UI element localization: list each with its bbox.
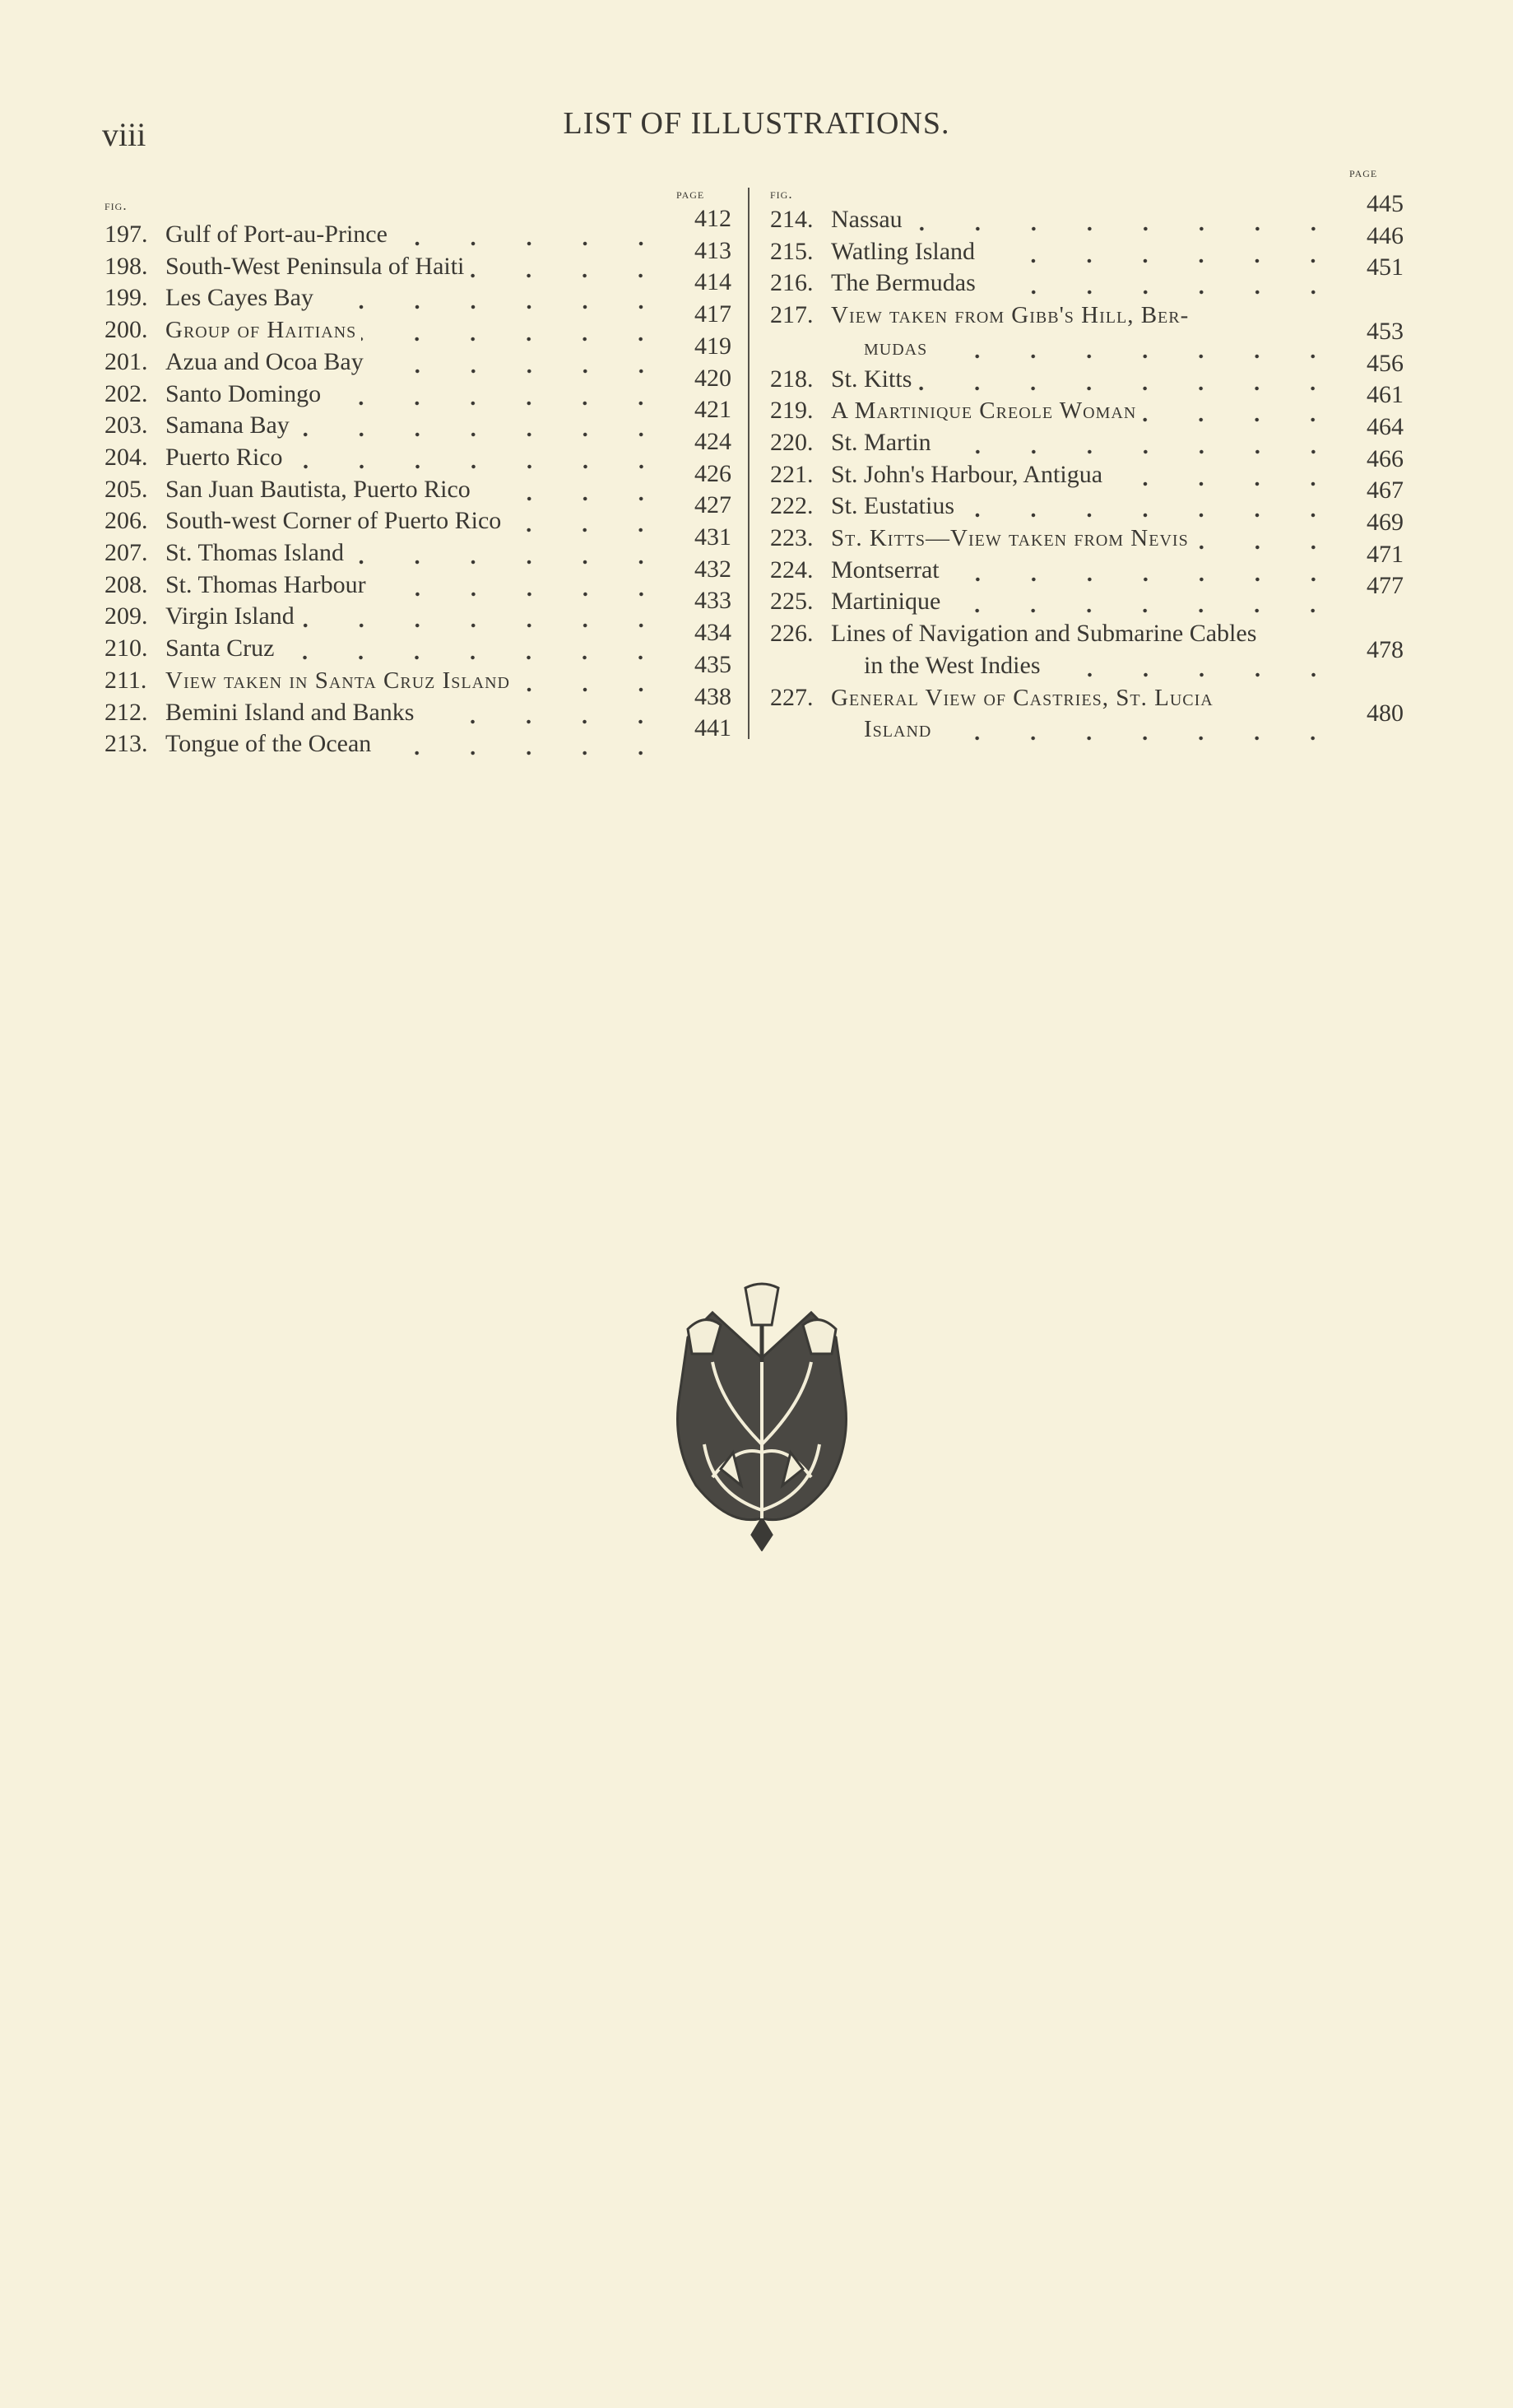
list-item [104,300,731,346]
figure-title: St. Kitts—View taken from Nevis [831,525,1189,551]
list-item [770,349,1404,395]
page-number: 451 [1367,253,1404,281]
figure-number: 206. [104,507,148,535]
figure-number: 214. [770,206,814,233]
dot-leader [469,251,669,282]
list-item [104,491,731,537]
dot-leader [936,714,1341,745]
list-item [770,221,1404,267]
page-number: 477 [1367,572,1404,600]
dot-leader [506,505,669,537]
figure-title: St. Eustatius [831,492,955,520]
page-number: 464 [1367,412,1404,440]
page-number: 478 [1367,635,1404,663]
page-number: 414 [694,268,731,296]
column-divider [748,188,750,739]
figure-title: Santa Cruz [165,635,275,662]
figure-title: Bemini Island and Banks [165,698,415,726]
dot-leader [515,665,669,696]
dot-leader [349,537,669,569]
figure-title: Lines of Navigation and Submarine Cables [831,620,1257,648]
list-item [104,650,731,696]
figure-title: General View of Castries, St. Lucia [831,684,1214,711]
page-number: 426 [694,459,731,487]
dot-leader [936,427,1341,458]
figure-number: 215. [770,237,814,265]
figure-title: San Juan Bautista, Puerto Rico [165,475,471,503]
page-title: LIST OF ILLUSTRATIONS. [563,106,950,141]
figure-title: Nassau [831,206,903,233]
figure-title-continuation: in the West Indies [864,651,1041,679]
figure-number: 225. [770,588,814,616]
page-number: 446 [1367,221,1404,249]
figure-number: 212. [104,698,148,726]
dot-leader [907,204,1341,235]
list-item [104,587,731,632]
dot-leader [288,442,670,473]
dot-leader [959,490,1341,522]
floral-ornament-icon [663,1280,861,1551]
figure-number: 201. [104,347,148,375]
dot-leader [326,379,669,410]
list-item [770,444,1404,490]
figure-number-spacer [770,650,831,681]
page-number: 419 [694,332,731,360]
dot-leader [944,555,1341,586]
figure-number-spacer [770,332,831,363]
figure-number: 217. [770,301,814,329]
figure-number: 220. [770,428,814,456]
list-item [104,682,731,728]
page-number: 438 [694,682,731,710]
page-number: 461 [1367,381,1404,409]
dot-leader [932,332,1341,363]
figure-number: 207. [104,539,148,566]
figure-title: Puerto Rico [165,443,283,471]
figure-title: Santo Domingo [165,379,322,407]
list-item [104,236,731,282]
figure-title: A Martinique Creole Woman [831,397,1137,425]
figure-number: 222. [770,492,814,520]
figure-number: 226. [770,620,814,648]
page-column-label: page [1349,165,1378,180]
figure-number: 198. [104,252,148,280]
figure-number: 219. [770,397,814,425]
list-item-continuation [770,317,1404,363]
figure-title: Azua and Ocoa Bay [165,347,364,375]
dot-leader [945,586,1341,617]
dot-leader [917,364,1341,395]
figure-title: St. Thomas Island [165,539,344,566]
list-item [104,555,731,601]
page-number: 435 [694,650,731,678]
page-number: 453 [1367,317,1404,345]
list-item [104,459,731,505]
list-item [104,364,731,410]
figure-number: 205. [104,475,148,503]
dot-leader [476,474,669,505]
page-number: 413 [694,236,731,264]
figure-number-spacer [770,714,831,745]
page-number: 467 [1367,476,1404,504]
page-number: 466 [1367,444,1404,472]
figure-title: Group of Haitians [165,317,357,344]
figure-number: 209. [104,602,148,630]
figure-number: 208. [104,570,148,598]
list-item [770,618,1404,649]
page-number: 427 [694,491,731,519]
list-item [104,396,731,441]
dot-leader [981,267,1341,299]
list-item [770,412,1404,458]
page-number: 424 [694,427,731,455]
page-number: 434 [694,619,731,647]
figure-title: St. Thomas Harbour [165,570,366,598]
page-number: 471 [1367,540,1404,568]
dot-leader [1141,395,1341,426]
list-item [104,427,731,473]
page-number: 445 [1367,190,1404,217]
figure-number: 221. [770,460,814,488]
figure-title: South-west Corner of Puerto Rico [165,507,502,535]
figure-title: South-West Peninsula of Haiti [165,252,465,280]
page-number: viii [102,116,146,153]
figure-number: 216. [770,269,814,297]
figure-title: Les Cayes Bay [165,284,313,312]
page-number: 433 [694,587,731,615]
dot-leader [361,314,669,346]
figure-title: Tongue of the Ocean [165,730,372,758]
dot-leader [980,236,1341,267]
figure-number: 199. [104,284,148,312]
page-number: 469 [1367,509,1404,536]
figure-number: 218. [770,365,814,393]
list-item-continuation [770,700,1404,745]
figure-title: Samana Bay [165,411,290,439]
figure-title: View taken from Gibb's Hill, Ber- [831,302,1190,329]
figure-number: 223. [770,524,814,551]
figure-number: 203. [104,411,148,439]
page-number: 441 [694,714,731,742]
list-item [104,619,731,664]
dot-leader [371,569,669,601]
page-number: 421 [694,396,731,424]
figure-number: 224. [770,556,814,583]
page-number: 432 [694,555,731,583]
figure-title: Martinique [831,588,941,616]
page-column-label: page [676,186,705,202]
fig-column-label: fig. [770,186,793,202]
figure-number: 200. [104,316,148,344]
list-item [770,540,1404,586]
figure-number: 210. [104,635,148,662]
dot-leader [279,633,669,664]
figure-title-continuation: mudas [864,333,928,360]
dot-leader [376,728,669,760]
page-number: 417 [694,300,731,328]
dot-leader [1046,650,1342,681]
figure-number: 202. [104,379,148,407]
figure-number: 227. [770,683,814,711]
figure-number: 213. [104,730,148,758]
figure-title: Watling Island [831,237,976,265]
list-item [104,332,731,378]
figure-number: 197. [104,221,148,248]
dot-leader [392,219,669,250]
list-item [770,381,1404,426]
dot-leader [369,346,669,378]
dot-leader [318,282,669,314]
figure-title: The Bermudas [831,269,976,297]
page-number: 412 [694,205,731,232]
list-item-continuation [770,635,1404,681]
figure-title: Gulf of Port-au-Prince [165,221,388,248]
list-item [104,523,731,569]
dot-leader [295,410,669,441]
figure-title: Virgin Island [165,602,295,630]
page-number: 456 [1367,349,1404,377]
list-item [104,268,731,314]
page-number: 480 [1367,700,1404,728]
figure-title: St. Martin [831,428,931,456]
page-number: 420 [694,364,731,392]
figure-title: St. Kitts [831,365,912,393]
figure-title: View taken in Santa Cruz Island [165,667,510,694]
dot-leader [419,697,669,728]
figure-number: 204. [104,443,148,471]
dot-leader [1194,523,1341,554]
dot-leader [1107,459,1341,490]
page-number: 431 [694,523,731,551]
list-item [104,714,731,760]
list-item [770,509,1404,554]
list-item [770,572,1404,617]
figure-title: St. John's Harbour, Antigua [831,460,1103,488]
dot-leader [299,601,669,632]
fig-column-label: fig. [104,198,128,213]
figure-number: 211. [104,666,147,694]
list-item [770,253,1404,299]
figure-title: Montserrat [831,556,940,583]
list-item [770,300,1404,331]
list-item [770,476,1404,522]
figure-title-continuation: Island [864,716,932,743]
list-item [770,682,1404,714]
